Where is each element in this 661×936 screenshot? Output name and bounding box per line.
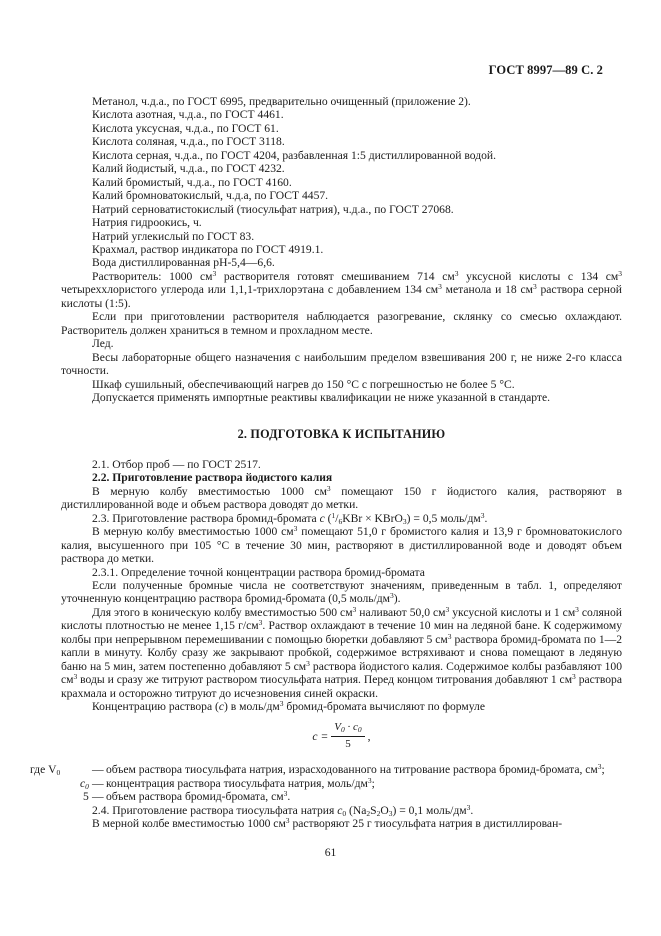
- reagent-item: Вода дистиллированная pH-5,4—6,6.: [92, 256, 275, 270]
- reagent-item: Натрий углекислый по ГОСТ 83.: [92, 229, 255, 243]
- clause-2-2-text: В мерную колбу вместимостью 1000 $см^3$ помещают 150 г йодистого калия, растворяют в дистиллированной воде и объем раствора доводят до метки.: [61, 483, 622, 512]
- reagent-item: Кислота соляная, ч.д.а., по ГОСТ 3118.: [92, 135, 285, 149]
- oven-item: Шкаф сушильный, обеспечивающий нагрев до 150 °С с погрешностью не более 5 °С.: [92, 377, 515, 391]
- reagent-item: Кислота серная, ч.д.а., по ГОСТ 4204, разбавленная 1:5 дистиллированной водой.: [92, 148, 497, 162]
- reagent-item: Калий бромноватокислый, ч.д.а, по ГОСТ 4457.: [92, 189, 329, 203]
- formula-legend: где $V_0$ — объем раствора тиосульфата натрия, израсходованного на титрование раствора бромид-бромата, $см^3$; $c_0$ — концентрация раствора тиосульфата натрия, моль/$дм^3$; 5 — объем раствора бромид-бромата, $см^3$.: [61, 763, 622, 803]
- ice-item: Лед.: [92, 337, 114, 351]
- clause-2-4-title: 2.4. Приготовление раствора тиосульфата натрия $c_0$ $(Na_2S_2O_3) = 0,1$ моль/$дм^3$.: [92, 802, 474, 818]
- reagent-item: Натрий серноватистокислый (тиосульфат натрия), ч.д.а., по ГОСТ 27068.: [92, 202, 454, 216]
- formula-lhs: c =: [312, 729, 329, 743]
- clause-2-3-1-title: 2.3.1. Определение точной концентрации раствора бромид-бромата: [92, 565, 425, 579]
- document-body: [30, 95, 623, 831]
- legend-symbol: $c_0$: [80, 776, 89, 791]
- legend-text: объем раствора бромид-бромата, $см^3$.: [106, 789, 291, 804]
- legend-symbol: где $V_0$: [30, 763, 61, 778]
- legend-symbol: 5: [83, 790, 89, 804]
- reagent-item: Кислота азотная, ч.д.а., по ГОСТ 4461.: [92, 108, 284, 122]
- page-number: 61: [324, 846, 337, 859]
- concentration-formula: c = $\frac{V_0 \cdot c_0}{5}$ ,: [312, 721, 371, 750]
- imports-note: Допускается применять импортные реактивы квалификации не ниже указанной в стандарте.: [92, 390, 550, 404]
- clause-2-1: 2.1. Отбор проб — по ГОСТ 2517.: [92, 457, 261, 471]
- solvent-heating-note: Если при приготовлении растворителя наблюдается разогревание, склянку со смесью охлаждают. Растворитель должен храниться в темном и прохладном месте.: [61, 310, 622, 337]
- document-header: ГОСТ 8997—89 С. 2: [488, 63, 603, 77]
- legend-text: концентрация раствора тиосульфата натрия, моль/$дм^3$;: [106, 775, 375, 790]
- clause-2-3-title: 2.3. Приготовление раствора бромид-бромата c ($^1/_6KBr$ × KBrO$_3$) = 0,5 моль/$дм^3$.: [92, 510, 488, 526]
- clause-2-3-text: В мерную колбу вместимостью 1000 $см^3$ помещают 51,0 г бромистого калия и 13,9 г бромноватокислого калия, высушенного при 105 °С в течение 30 мин, растворяют в дистиллированной воде и доводят объем раствора до метки.: [61, 524, 622, 566]
- clause-2-3-1-text-2: Для этого в коническую колбу вместимостью 500 $см^3$ наливают 50,0 $см^3$ уксусной кислоты и 1 $см^3$ соляной кислоты плотностью не менее 1,15 $г/см^3$. Раствор охлаждают в течение 10 мин на ледяной бане. К содержимому колбы при непрерывном перемешивании с помощью бюретки добавляют 5 $см^3$ раствора бромид-бромата по 1—2 капли в минуту. Колбу сразу же закрывают пробкой, содержимое встряхивают и снова помещают в ледяную баню на 5 мин, затем постепенно добавляют 5 $см^3$ раствора йодистого калия. Содержимое колбы разбавляют 100 $см^3$ воды и сразу же титруют раствором тиосульфата натрия. Перед концом титрования добавляют 1 $см^3$ раствора крахмала и осторожно титруют до исчезновения синей окраски.: [61, 604, 623, 700]
- reagent-item: Кислота уксусная, ч.д.а., по ГОСТ 61.: [92, 121, 279, 135]
- scales-item: Весы лабораторные общего назначения с наибольшим пределом взвешивания 200 г, не ниже 2-го класса точности.: [61, 350, 622, 378]
- clause-2-2-title: 2.2. Приготовление раствора йодистого калия: [92, 471, 333, 485]
- formula-fraction: $\frac{V_0 \cdot c_0}{5}$: [331, 721, 364, 751]
- reagent-item: Калий йодистый, ч.д.а., по ГОСТ 4232.: [92, 162, 285, 176]
- clause-2-4-text: В мерной колбе вместимостью 1000 $см^3$ растворяют 25 г тиосульфата натрия в дистиллирован-: [92, 816, 563, 831]
- reagent-item: Калий бромистый, ч.д.а., по ГОСТ 4160.: [92, 175, 292, 189]
- section-title: 2. ПОДГОТОВКА К ИСПЫТАНИЮ: [237, 427, 446, 442]
- solvent-paragraph: Растворитель: 1000 $см^3$ растворителя готовят смешиванием 714 $см^3$ уксусной кислоты с 134 $см^3$ четыреххлористого углерода или 1,1,1-трихлорэтана с добавлением 134 $см^3$ метанола и 18 $см^3$ раствора серной кислоты (1:5).: [61, 268, 622, 310]
- reagent-item: Метанол, ч.д.а., по ГОСТ 6995, предварительно очищенный (приложение 2).: [92, 95, 471, 108]
- clause-2-3-1-text-1: Если полученные бромные числа не соответствуют значениям, приведенным в табл. 1, определяют уточненную концентрацию раствора бромид-бромата (0,5 моль/$дм^3$).: [61, 578, 622, 606]
- concentration-intro: Концентрацию раствора (c) в моль/$дм^3$ бромид-бромата вычисляют по формуле: [92, 699, 485, 714]
- reagent-item: Натрия гидроокись, ч.: [92, 216, 202, 230]
- legend-text: объем раствора тиосульфата натрия, израсходованного на титрование раствора бромид-бромата, $см^3$;: [106, 762, 605, 777]
- reagent-item: Крахмал, раствор индикатора по ГОСТ 4919.1.: [92, 242, 324, 256]
